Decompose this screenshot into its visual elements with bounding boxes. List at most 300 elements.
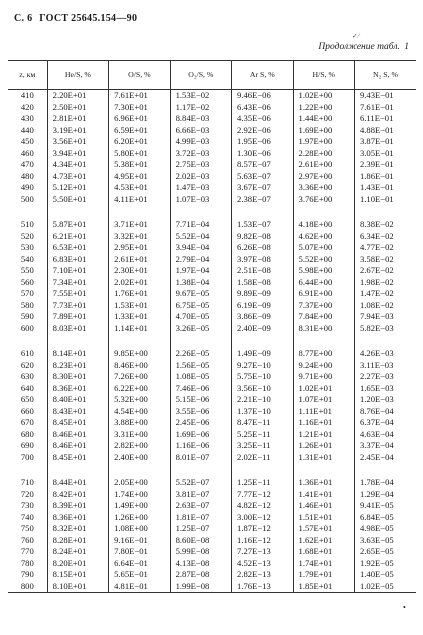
value-cell: 1.08E−05 xyxy=(170,371,231,383)
value-cell: 5.15E−06 xyxy=(170,394,231,406)
value-cell: 7.34E+01 xyxy=(47,277,108,289)
table-row xyxy=(8,417,416,429)
column-header: z, км xyxy=(8,61,47,90)
altitude-cell: 710 xyxy=(20,477,34,487)
value-cell: 3.94E+01 xyxy=(47,148,108,160)
value-cell: 1.36E+01 xyxy=(293,477,354,489)
value-cell: 3.19E+01 xyxy=(47,125,108,137)
table-row xyxy=(8,406,416,418)
value-cell: 1.21E+01 xyxy=(293,429,354,441)
value-cell: 8.14E+01 xyxy=(47,348,108,360)
altitude-cell: 570 xyxy=(20,288,34,298)
table-row xyxy=(8,242,416,254)
value-cell: 8.60E−08 xyxy=(170,535,231,547)
value-cell: 1.95E−06 xyxy=(232,136,293,148)
table-row xyxy=(8,546,416,558)
table-row xyxy=(8,323,416,335)
value-cell: 2.45E−06 xyxy=(170,417,231,429)
value-cell: 2.27E−03 xyxy=(354,371,416,383)
spacer-cell xyxy=(8,334,47,348)
spacer-cell xyxy=(293,205,354,219)
value-cell: 3.26E−05 xyxy=(170,323,231,335)
table-row xyxy=(8,558,416,570)
spacer-cell xyxy=(293,334,354,348)
table-row xyxy=(8,288,416,300)
spacer-cell xyxy=(109,334,170,348)
handwritten-mark: ✓∕ xyxy=(352,32,360,40)
value-cell: 8.40E+01 xyxy=(47,394,108,406)
value-cell: 1.07E+01 xyxy=(293,394,354,406)
value-cell: 7.30E+01 xyxy=(109,102,170,114)
altitude-cell: 690 xyxy=(20,440,34,450)
value-cell: 3.94E−04 xyxy=(170,242,231,254)
value-cell: 6.84E−05 xyxy=(354,512,416,524)
group-spacer xyxy=(8,334,416,348)
column-header: Ar S, % xyxy=(232,61,293,90)
value-cell: 3.32E+01 xyxy=(109,231,170,243)
value-cell: 4.81E−01 xyxy=(109,581,170,593)
altitude-cell: 550 xyxy=(20,265,34,275)
value-cell: 4.98E−05 xyxy=(354,523,416,535)
value-cell: 9.41E−05 xyxy=(354,500,416,512)
column-header: O₂/S, % xyxy=(170,61,231,90)
value-cell: 1.25E−07 xyxy=(170,523,231,535)
spacer-cell xyxy=(232,205,293,219)
value-cell: 1.62E+01 xyxy=(293,535,354,547)
value-cell: 8.36E+01 xyxy=(47,512,108,524)
table-row xyxy=(8,125,416,137)
value-cell: 7.89E+01 xyxy=(47,311,108,323)
table-row xyxy=(8,523,416,535)
table-row xyxy=(8,171,416,183)
value-cell: 2.05E+00 xyxy=(109,477,170,489)
value-cell: 1.51E+01 xyxy=(293,512,354,524)
value-cell: 8.46E+00 xyxy=(109,360,170,372)
table-row xyxy=(8,500,416,512)
value-cell: 2.02E+01 xyxy=(109,277,170,289)
altitude-cell: 730 xyxy=(20,500,34,510)
value-cell: 2.79E−04 xyxy=(170,254,231,266)
value-cell: 8.24E+01 xyxy=(47,546,108,558)
value-cell: 8.28E+01 xyxy=(47,535,108,547)
value-cell: 1.31E+01 xyxy=(293,452,354,464)
value-cell: 6.43E−06 xyxy=(232,102,293,114)
value-cell: 9.43E−01 xyxy=(354,90,416,102)
column-header: N₂ S, % xyxy=(354,61,416,90)
value-cell: 1.20E−03 xyxy=(354,394,416,406)
value-cell: 2.75E−03 xyxy=(170,159,231,171)
value-cell: 4.54E+00 xyxy=(109,406,170,418)
value-cell: 7.26E+00 xyxy=(109,371,170,383)
value-cell: 6.75E−05 xyxy=(170,300,231,312)
spacer-cell xyxy=(354,205,416,219)
value-cell: 5.65E−01 xyxy=(109,569,170,581)
altitude-cell: 640 xyxy=(20,382,34,393)
altitude-cell: 590 xyxy=(20,311,34,321)
value-cell: 7.80E−01 xyxy=(109,546,170,558)
value-cell: 1.29E−04 xyxy=(354,489,416,501)
value-cell: 8.84E−03 xyxy=(170,113,231,125)
value-cell: 1.92E−05 xyxy=(354,558,416,570)
value-cell: 1.53E+01 xyxy=(109,300,170,312)
altitude-cell: 410 xyxy=(20,90,34,100)
value-cell: 1.40E−05 xyxy=(354,569,416,581)
value-cell: 7.73E+01 xyxy=(47,300,108,312)
value-cell: 3.11E−03 xyxy=(354,360,416,372)
spacer-cell xyxy=(47,463,108,477)
altitude-cell: 650 xyxy=(20,394,34,404)
altitude-cell: 560 xyxy=(20,276,34,287)
value-cell: 3.76E+00 xyxy=(293,194,354,206)
value-cell: 3.56E+01 xyxy=(47,136,108,148)
value-cell: 7.10E+01 xyxy=(47,265,108,277)
altitude-cell: 510 xyxy=(20,219,34,229)
value-cell: 1.02E−05 xyxy=(354,581,416,593)
value-cell: 9.27E−10 xyxy=(232,360,293,372)
value-cell: 8.45E+01 xyxy=(47,417,108,429)
column-header: He/S, % xyxy=(47,61,108,90)
value-cell: 8.10E+01 xyxy=(47,581,108,593)
value-cell: 1.44E+00 xyxy=(293,113,354,125)
value-cell: 3.00E−12 xyxy=(232,512,293,524)
value-cell: 4.26E−03 xyxy=(354,348,416,360)
altitude-cell: 720 xyxy=(20,488,34,499)
value-cell: 5.80E+01 xyxy=(109,148,170,160)
value-cell: 3.71E+01 xyxy=(109,219,170,231)
value-cell: 1.30E−06 xyxy=(232,148,293,160)
value-cell: 2.26E−05 xyxy=(170,348,231,360)
value-cell: 1.08E−02 xyxy=(354,300,416,312)
table-row xyxy=(8,581,416,593)
value-cell: 2.82E+00 xyxy=(109,440,170,452)
table-row xyxy=(8,159,416,171)
value-cell: 7.61E+01 xyxy=(109,90,170,102)
value-cell: 2.20E+01 xyxy=(47,90,108,102)
value-cell: 6.44E+00 xyxy=(293,277,354,289)
value-cell: 1.85E+01 xyxy=(293,581,354,593)
value-cell: 1.76E+01 xyxy=(109,288,170,300)
continuation-number: 1 xyxy=(404,42,409,52)
table-row xyxy=(8,348,416,360)
value-cell: 8.15E+01 xyxy=(47,569,108,581)
table-row xyxy=(8,477,416,489)
value-cell: 2.67E−02 xyxy=(354,265,416,277)
value-cell: 6.21E+01 xyxy=(47,231,108,243)
value-cell: 9.67E−05 xyxy=(170,288,231,300)
value-cell: 3.86E−09 xyxy=(232,311,293,323)
value-cell: 3.37E−04 xyxy=(354,440,416,452)
value-cell: 1.43E−01 xyxy=(354,182,416,194)
value-cell: 8.44E+01 xyxy=(47,477,108,489)
table-row xyxy=(8,300,416,312)
value-cell: 1.68E+01 xyxy=(293,546,354,558)
value-cell: 1.33E+01 xyxy=(109,311,170,323)
value-cell: 6.34E−02 xyxy=(354,231,416,243)
table-row xyxy=(8,182,416,194)
value-cell: 5.50E+01 xyxy=(47,194,108,206)
value-cell: 3.05E−01 xyxy=(354,148,416,160)
altitude-cell: 660 xyxy=(20,405,34,416)
value-cell: 6.96E+01 xyxy=(109,113,170,125)
altitude-cell: 790 xyxy=(20,569,34,579)
value-cell: 5.38E+01 xyxy=(109,159,170,171)
value-cell: 2.02E−11 xyxy=(232,452,293,464)
value-cell: 6.53E+01 xyxy=(47,242,108,254)
altitude-cell: 440 xyxy=(20,124,34,135)
group-spacer xyxy=(8,463,416,477)
value-cell: 4.70E−05 xyxy=(170,311,231,323)
value-cell: 4.77E−02 xyxy=(354,242,416,254)
value-cell: 6.19E−09 xyxy=(232,300,293,312)
value-cell: 1.53E−02 xyxy=(170,90,231,102)
table-row xyxy=(8,394,416,406)
value-cell: 8.46E+01 xyxy=(47,429,108,441)
table-row xyxy=(8,452,416,464)
value-cell: 6.11E−01 xyxy=(354,113,416,125)
value-cell: 2.50E+01 xyxy=(47,102,108,114)
value-cell: 1.97E−04 xyxy=(170,265,231,277)
continuation-caption xyxy=(316,42,409,52)
value-cell: 8.38E−02 xyxy=(354,219,416,231)
value-cell: 5.52E+00 xyxy=(293,254,354,266)
value-cell: 8.36E+01 xyxy=(47,383,108,395)
table-row xyxy=(8,371,416,383)
value-cell: 3.55E−06 xyxy=(170,406,231,418)
altitude-cell: 520 xyxy=(20,230,34,241)
value-cell: 4.35E−06 xyxy=(232,113,293,125)
value-cell: 5.07E+00 xyxy=(293,242,354,254)
value-cell: 4.82E−12 xyxy=(232,500,293,512)
table-row xyxy=(8,231,416,243)
value-cell: 1.87E−12 xyxy=(232,523,293,535)
value-cell: 7.27E−13 xyxy=(232,546,293,558)
table-row xyxy=(8,535,416,547)
altitude-cell: 670 xyxy=(20,417,34,427)
value-cell: 9.89E−09 xyxy=(232,288,293,300)
value-cell: 8.77E+00 xyxy=(293,348,354,360)
table-row xyxy=(8,383,416,395)
value-cell: 2.95E+01 xyxy=(109,242,170,254)
value-cell: 1.49E+00 xyxy=(109,500,170,512)
continuation-label: Продолжение табл. xyxy=(318,42,400,52)
value-cell: 1.81E−07 xyxy=(170,512,231,524)
altitude-cell: 760 xyxy=(20,534,34,545)
value-cell: 4.18E+00 xyxy=(293,219,354,231)
value-cell: 2.30E+01 xyxy=(109,265,170,277)
value-cell: 4.88E−01 xyxy=(354,125,416,137)
value-cell: 1.02E+01 xyxy=(293,383,354,395)
value-cell: 1.17E−02 xyxy=(170,102,231,114)
value-cell: 2.38E−07 xyxy=(232,194,293,206)
table-row xyxy=(8,219,416,231)
table-row xyxy=(8,265,416,277)
table-row xyxy=(8,512,416,524)
composition-table xyxy=(8,60,416,593)
value-cell: 7.84E+00 xyxy=(293,311,354,323)
value-cell: 1.78E−04 xyxy=(354,477,416,489)
spacer-cell xyxy=(293,463,354,477)
value-cell: 2.81E+01 xyxy=(47,113,108,125)
table-row xyxy=(8,254,416,266)
value-cell: 1.49E−09 xyxy=(232,348,293,360)
value-cell: 5.98E+00 xyxy=(293,265,354,277)
value-cell: 1.56E−05 xyxy=(170,360,231,372)
value-cell: 8.01E−07 xyxy=(170,452,231,464)
value-cell: 2.21E−10 xyxy=(232,394,293,406)
altitude-cell: 480 xyxy=(20,170,34,181)
value-cell: 3.56E−10 xyxy=(232,383,293,395)
value-cell: 3.31E+00 xyxy=(109,429,170,441)
value-cell: 2.61E+01 xyxy=(109,254,170,266)
value-cell: 3.25E−11 xyxy=(232,440,293,452)
value-cell: 1.16E−12 xyxy=(232,535,293,547)
table-row xyxy=(8,360,416,372)
value-cell: 6.83E+01 xyxy=(47,254,108,266)
value-cell: 3.97E−08 xyxy=(232,254,293,266)
value-cell: 4.62E+00 xyxy=(293,231,354,243)
value-cell: 9.71E+00 xyxy=(293,371,354,383)
value-cell: 2.92E−06 xyxy=(232,125,293,137)
value-cell: 5.52E−04 xyxy=(170,231,231,243)
page-mark: • xyxy=(403,603,406,612)
value-cell: 1.11E+01 xyxy=(293,406,354,418)
table-row xyxy=(8,429,416,441)
altitude-cell: 540 xyxy=(20,253,34,264)
value-cell: 5.99E−08 xyxy=(170,546,231,558)
value-cell: 1.08E+00 xyxy=(109,523,170,535)
value-cell: 9.82E−08 xyxy=(232,231,293,243)
value-cell: 5.32E+00 xyxy=(109,394,170,406)
value-cell: 4.95E+01 xyxy=(109,171,170,183)
value-cell: 4.53E+01 xyxy=(109,182,170,194)
value-cell: 2.97E+00 xyxy=(293,171,354,183)
value-cell: 2.40E−09 xyxy=(232,323,293,335)
spacer-cell xyxy=(170,205,231,219)
value-cell: 8.46E+01 xyxy=(47,440,108,452)
spacer-cell xyxy=(170,463,231,477)
value-cell: 1.53E−07 xyxy=(232,219,293,231)
table-row xyxy=(8,102,416,114)
altitude-cell: 600 xyxy=(20,322,34,333)
value-cell: 2.39E−01 xyxy=(354,159,416,171)
table-row xyxy=(8,113,416,125)
value-cell: 7.61E−01 xyxy=(354,102,416,114)
value-cell: 2.28E+00 xyxy=(293,148,354,160)
column-header: H/S, % xyxy=(293,61,354,90)
value-cell: 5.52E−07 xyxy=(170,477,231,489)
altitude-cell: 580 xyxy=(20,299,34,310)
value-cell: 4.11E+01 xyxy=(109,194,170,206)
value-cell: 4.99E−03 xyxy=(170,136,231,148)
value-cell: 1.69E−06 xyxy=(170,429,231,441)
spacer-cell xyxy=(8,463,47,477)
table-row xyxy=(8,148,416,160)
value-cell: 1.10E−01 xyxy=(354,194,416,206)
value-cell: 6.20E+01 xyxy=(109,136,170,148)
value-cell: 1.58E−08 xyxy=(232,277,293,289)
value-cell: 1.79E+01 xyxy=(293,569,354,581)
value-cell: 1.16E+01 xyxy=(293,417,354,429)
value-cell: 1.25E−11 xyxy=(232,477,293,489)
spacer-cell xyxy=(109,205,170,219)
value-cell: 2.02E−03 xyxy=(170,171,231,183)
spacer-cell xyxy=(232,463,293,477)
value-cell: 2.61E+00 xyxy=(293,159,354,171)
value-cell: 8.43E+01 xyxy=(47,406,108,418)
value-cell: 4.13E−08 xyxy=(170,558,231,570)
table-body xyxy=(8,90,416,593)
value-cell: 8.23E+01 xyxy=(47,360,108,372)
altitude-cell: 740 xyxy=(20,511,34,522)
value-cell: 2.63E−07 xyxy=(170,500,231,512)
table-row xyxy=(8,136,416,148)
value-cell: 1.97E+00 xyxy=(293,136,354,148)
value-cell: 3.72E−03 xyxy=(170,148,231,160)
spacer-cell xyxy=(170,334,231,348)
value-cell: 2.51E−08 xyxy=(232,265,293,277)
value-cell: 4.63E−04 xyxy=(354,429,416,441)
table-row xyxy=(8,277,416,289)
value-cell: 1.76E−13 xyxy=(232,581,293,593)
value-cell: 4.73E+01 xyxy=(47,171,108,183)
value-cell: 6.22E+00 xyxy=(109,383,170,395)
value-cell: 1.37E−10 xyxy=(232,406,293,418)
value-cell: 1.26E+01 xyxy=(293,440,354,452)
value-cell: 8.30E+01 xyxy=(47,371,108,383)
standard-code: ГОСТ 25645.154—90 xyxy=(39,13,138,24)
value-cell: 9.24E+00 xyxy=(293,360,354,372)
value-cell: 5.87E+01 xyxy=(47,219,108,231)
value-cell: 1.47E−02 xyxy=(354,288,416,300)
value-cell: 2.65E−05 xyxy=(354,546,416,558)
altitude-cell: 620 xyxy=(20,359,34,370)
value-cell: 1.38E−04 xyxy=(170,277,231,289)
value-cell: 5.75E−10 xyxy=(232,371,293,383)
value-cell: 9.16E−01 xyxy=(109,535,170,547)
value-cell: 1.16E−06 xyxy=(170,440,231,452)
value-cell: 3.67E−07 xyxy=(232,182,293,194)
value-cell: 1.07E−03 xyxy=(170,194,231,206)
value-cell: 6.64E−01 xyxy=(109,558,170,570)
value-cell: 7.55E+01 xyxy=(47,288,108,300)
value-cell: 1.99E−08 xyxy=(170,581,231,593)
value-cell: 7.37E+00 xyxy=(293,300,354,312)
altitude-cell: 800 xyxy=(8,581,47,593)
value-cell: 6.59E+01 xyxy=(109,125,170,137)
altitude-cell: 500 xyxy=(20,193,34,204)
value-cell: 8.39E+01 xyxy=(47,500,108,512)
column-header: O/S, % xyxy=(109,61,170,90)
value-cell: 1.74E+00 xyxy=(109,489,170,501)
table-row xyxy=(8,569,416,581)
altitude-cell: 470 xyxy=(20,159,34,169)
value-cell: 3.63E−05 xyxy=(354,535,416,547)
value-cell: 4.34E+01 xyxy=(47,159,108,171)
value-cell: 6.37E−04 xyxy=(354,417,416,429)
value-cell: 8.45E+01 xyxy=(47,452,108,464)
altitude-cell: 490 xyxy=(20,182,34,192)
value-cell: 6.26E−08 xyxy=(232,242,293,254)
value-cell: 7.77E−12 xyxy=(232,489,293,501)
table-row xyxy=(8,489,416,501)
value-cell: 2.82E−13 xyxy=(232,569,293,581)
value-cell: 8.47E−11 xyxy=(232,417,293,429)
spacer-cell xyxy=(354,334,416,348)
altitude-cell: 700 xyxy=(20,451,34,462)
value-cell: 6.66E−03 xyxy=(170,125,231,137)
page-header xyxy=(14,13,141,24)
value-cell: 8.32E+01 xyxy=(47,523,108,535)
